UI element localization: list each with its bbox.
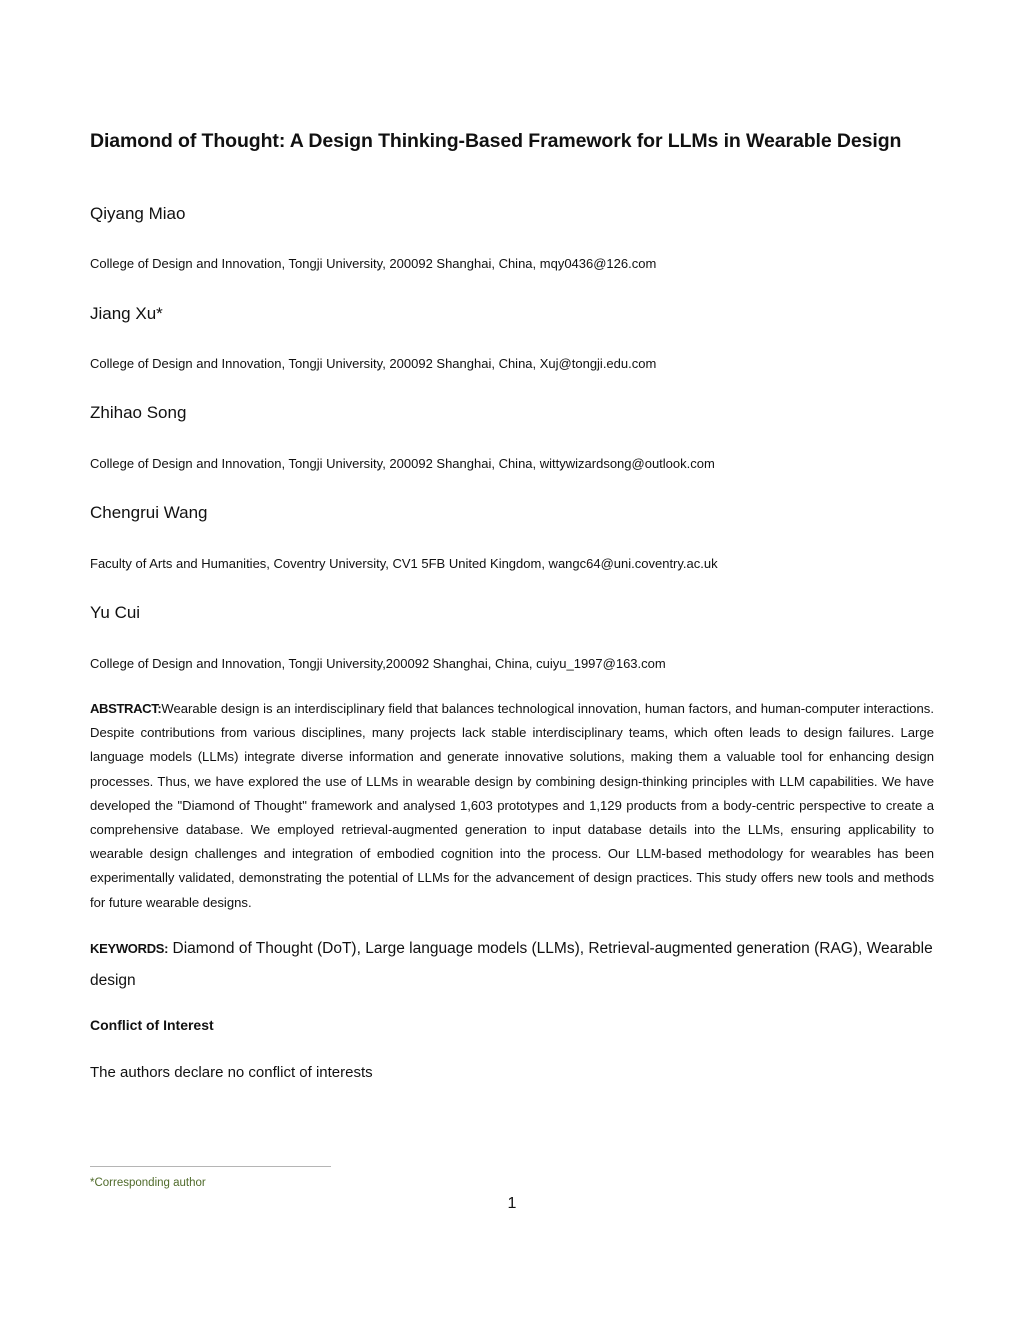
author-name: Qiyang Miao — [90, 204, 186, 223]
author-affiliation: College of Design and Innovation, Tongji University, 200092 Shanghai, China, wittywizardsong@outlook.com — [90, 456, 715, 471]
author-name: Yu Cui — [90, 603, 141, 622]
author-affiliation: College of Design and Innovation, Tongji University,200092 Shanghai, China, cuiyu_1997@163.com — [90, 656, 666, 671]
author-name: Chengrui Wang — [90, 503, 208, 522]
footnote-divider — [90, 1166, 331, 1167]
keywords-label: KEYWORDS: — [90, 941, 169, 956]
abstract-label: ABSTRACT: — [90, 701, 162, 716]
abstract — [90, 697, 934, 915]
keywords — [90, 933, 934, 996]
keywords-text: Diamond of Thought (DoT), Large language models (LLMs), Retrieval-augmented generation (RAG), Wearable design — [90, 940, 933, 989]
author-name: Zhihao Song — [90, 403, 187, 422]
page-number: 1 — [507, 1195, 517, 1212]
footnote-corresponding-author: *Corresponding author — [90, 1177, 206, 1189]
author-affiliation: College of Design and Innovation, Tongji University, 200092 Shanghai, China, mqy0436@126.com — [90, 256, 657, 271]
paper-title: Diamond of Thought: A Design Thinking-Based Framework for LLMs in Wearable Design — [90, 130, 902, 152]
author-affiliation: College of Design and Innovation, Tongji University, 200092 Shanghai, China, Xuj@tongji.edu.com — [90, 356, 657, 371]
author-name: Jiang Xu* — [90, 304, 163, 323]
conflict-of-interest-statement: The authors declare no conflict of interests — [90, 1064, 373, 1081]
conflict-of-interest-heading: Conflict of Interest — [90, 1017, 214, 1033]
author-affiliation: Faculty of Arts and Humanities, Coventry University, CV1 5FB United Kingdom, wangc64@uni.coventry.ac.uk — [90, 556, 718, 571]
abstract-text: Wearable design is an interdisciplinary field that balances technological innovation, human factors, and human-computer interactions. Despite contributions from various disciplines, many projects lack stable interdisciplinary teams, which often leads to design failures. Large language models (LLMs) integrate diverse information and generate innovative solutions, making them a valuable tool for enhancing design processes. Thus, we have explored the use of LLMs in wearable design by combining design-thinking principles with LLM capabilities. We have developed the "Diamond of Thought" framework and analysed 1,603 prototypes and 1,129 products from a body-centric perspective to create a comprehensive database. We employed retrieval-augmented generation to input database details into the LLMs, ensuring applicability to wearable design challenges and integration of embodied cognition into the process. Our LLM-based methodology for wearables has been experimentally validated, demonstrating the potential of LLMs for the advancement of design practices. This study offers new tools and methods for future wearable designs. — [90, 701, 934, 910]
